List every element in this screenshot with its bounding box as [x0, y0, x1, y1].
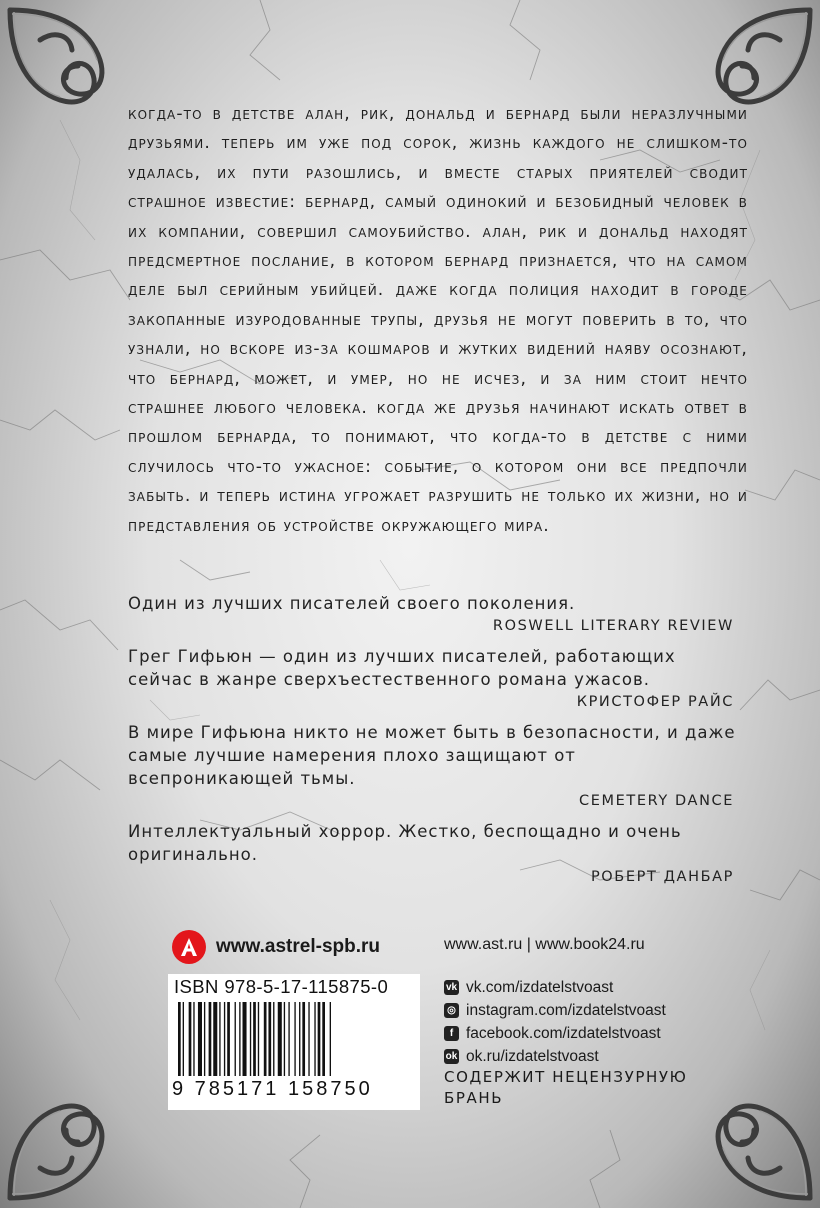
astrel-logo-icon	[172, 930, 206, 964]
barcode-icon	[178, 1002, 410, 1076]
barcode-bar	[288, 1002, 289, 1076]
barcode-bar	[314, 1002, 315, 1076]
review-quotes	[128, 592, 738, 896]
barcode-bar	[178, 1002, 181, 1076]
barcode-bar	[235, 1002, 236, 1076]
barcode-bar	[213, 1002, 217, 1076]
barcode-bar	[183, 1002, 184, 1076]
barcode-bar	[273, 1002, 274, 1076]
barcode-bar	[308, 1002, 309, 1076]
barcode-bar	[250, 1002, 251, 1076]
barcode-bar	[239, 1002, 240, 1076]
quote-source: CEMETERY DANCE	[579, 793, 734, 809]
barcode-bar	[318, 1002, 321, 1076]
barcode-bar	[198, 1002, 202, 1076]
barcode-digits: 9 785171 158750	[172, 1078, 373, 1100]
quote-text: Один из лучших писателей своего поколения.	[128, 594, 576, 613]
quote-source: КРИСТОФЕР РАЙС	[576, 694, 734, 710]
barcode-bar	[322, 1002, 325, 1076]
instagram-icon: ◎	[444, 1003, 459, 1018]
synopsis-paragraph: когда-то в детстве алан, рик, дональд и бернард были неразлучными друзьями. теперь им уже под сорок, жизнь каждого не слишком-то удалась, их пути разошлись, и вместе старых приятелей сводит страшное известие: бернард, самый одинокий и безобидный человек в их компании, совершил самоубийство. алан, рик и дональд находят предсмертное послание, в котором бернард признается, что на самом деле был серийным убийцей. даже когда полиция находит в городе закопанные изуродованные трупы, друзья не могут поверить в то, что узнали, но вскоре из-за кошмаров и жутких видений наяву осознают, что бернард, может, и умер, но не исчез, и за ним стоит нечто страшнее любого человека. когда же друзья начинают искать ответ в прошлом бернарда, то понимают, что когда-то в детстве с ними случилось что-то ужасное: событие, о котором они все предпочли забыть. и теперь истина угрожает разрушить не только их жизни, но и представления об устройстве окружающего мира.	[128, 104, 748, 536]
publisher-url-link[interactable]: www.astrel-spb.ru	[216, 936, 380, 957]
publisher-block	[172, 930, 380, 964]
barcode-bar	[302, 1002, 305, 1076]
review-quote	[128, 721, 738, 812]
quote-text: В мире Гифьюна никто не может быть в безопасности, и даже самые лучшие намерения плохо защищают от всепроникающей тьмы.	[128, 723, 736, 788]
site-links[interactable]: www.ast.ru | www.book24.ru	[444, 936, 645, 953]
social-link-text: facebook.com/izdatelstvoast	[466, 1024, 661, 1042]
social-link-text: instagram.com/izdatelstvoast	[466, 1001, 666, 1019]
barcode-bar	[258, 1002, 259, 1076]
social-link-instagram[interactable]	[444, 999, 666, 1022]
barcode-bar	[219, 1002, 220, 1076]
social-link-text: ok.ru/izdatelstvoast	[466, 1047, 599, 1065]
review-quote	[128, 645, 738, 713]
quote-source: РОБЕРТ ДАНБАР	[590, 869, 734, 885]
vk-icon: vk	[444, 980, 459, 995]
barcode-bar	[209, 1002, 212, 1076]
isbn-label: ISBN 978-5-17-115875-0	[174, 976, 389, 997]
barcode-bar	[227, 1002, 230, 1076]
barcode-bar	[253, 1002, 256, 1076]
review-quote	[128, 592, 738, 637]
facebook-icon: f	[444, 1026, 459, 1041]
content-warning: СОДЕРЖИТ НЕЦЕНЗУРНУЮ БРАНЬ	[444, 1068, 688, 1107]
barcode-bar	[284, 1002, 285, 1076]
barcode-bar	[264, 1002, 267, 1076]
barcode-bar	[189, 1002, 192, 1076]
ok-icon: ok	[444, 1049, 459, 1064]
isbn-barcode	[168, 974, 420, 1110]
barcode-bar	[224, 1002, 225, 1076]
quote-text: Грег Гифьюн — один из лучших писателей, работающих сейчас в жанре сверхъестественного романа ужасов.	[128, 647, 676, 689]
barcode-bar	[294, 1002, 295, 1076]
barcode-bar	[330, 1002, 331, 1076]
social-link-text: vk.com/izdatelstvoast	[466, 978, 614, 996]
barcode-bar	[268, 1002, 271, 1076]
social-link-facebook[interactable]	[444, 1022, 666, 1045]
barcode-bar	[278, 1002, 282, 1076]
quote-text: Интеллектуальный хоррор. Жестко, беспощадно и очень оригинально.	[128, 822, 682, 864]
quote-source: ROSWELL LITERARY REVIEW	[492, 618, 734, 634]
barcode-bar	[204, 1002, 205, 1076]
social-link-ok[interactable]	[444, 1045, 666, 1068]
barcode-bar	[243, 1002, 247, 1076]
review-quote	[128, 820, 738, 888]
corner-ornament-bottom-left	[0, 1058, 150, 1208]
barcode-bar	[299, 1002, 300, 1076]
social-link-vk[interactable]	[444, 976, 666, 999]
book-synopsis	[128, 100, 748, 541]
social-links	[444, 976, 666, 1068]
barcode-bar	[193, 1002, 194, 1076]
